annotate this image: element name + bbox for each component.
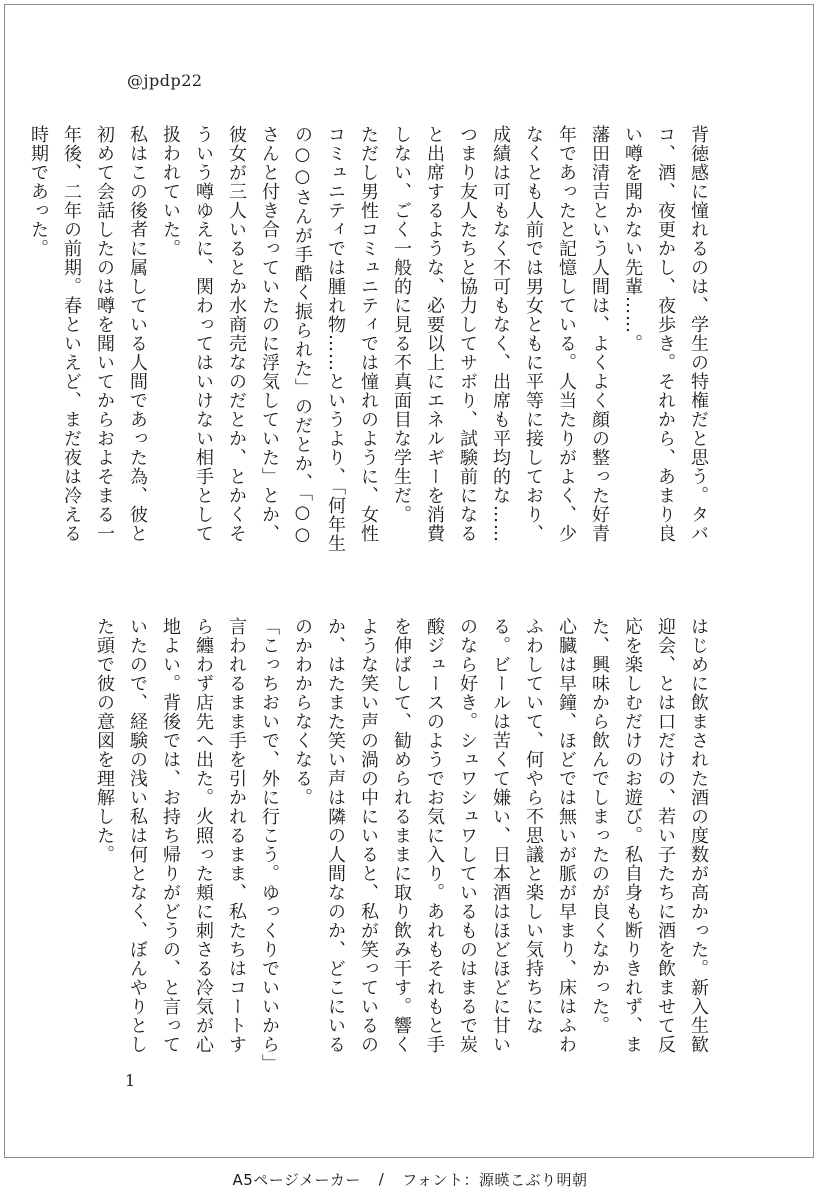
font-credit: フォント：源暎こぶり明朝 xyxy=(402,1170,588,1189)
footer-credits xyxy=(0,1158,820,1200)
footer-separator: / xyxy=(378,1170,385,1188)
paragraph: 藩田清吉という人間は、よくよく顔の整った好青年であったと記憶している。人当たりがよく、少なくとも人前では男女ともに平等に接しており、成績は可もなく不可もなく、出席も平均的な……つまり友人たちと協力してサボり、試験前になると出席するような、必要以上にエネルギーを消費しない、ごく一般的に見る不真面目な学生だ。 xyxy=(391,125,610,543)
paragraph: ただし男性コミュニティでは憧れのように、女性コミュニティでは腫れ物……というより、「何年生の○○さんが手酷く振られた」のだとか、「○○さんと付き合っていたのに浮気していた」とか、彼女が三人いるとか水商売なのだとか、とかくそういう噂ゆえに、関わってはいけない相手として扱われていた。 xyxy=(160,125,379,553)
paragraph: 「こっちおいで、外に行こう。ゆっくりでいいから」 xyxy=(259,617,280,1073)
page-number: 1 xyxy=(125,1071,136,1090)
maker-credit: A5ページメーカー xyxy=(232,1170,361,1189)
paragraph: 心臓は早鐘、ほどでは無いが脈が早まり、床はふわふわしていて、何やら不思議と楽しい気持ちになる。ビールは苦くて嫌い、日本酒はほどほどに甘いのなら好き。シュワシュワしているものはまるで炭酸ジュースのようでお気に入り。あれもそれもと手を伸ばして、勧められるままに取り飲み干す。響くような笑い声の渦の中にいると、私が笑っているのか、はたまた笑い声は隣の人間なのか、どこにいるのかわからなくなる。 xyxy=(292,617,577,1054)
paragraph: はじめに飲まされた酒の度数が高かった。新入生歓迎会、とは口だけの、若い子たちに酒を飲ませて反応を楽しむだけのお遊び。私自身も断りきれず、また、興味から飲んでしまったのが良くなかった。 xyxy=(589,617,709,1054)
page-frame xyxy=(4,4,814,1158)
lower-text-block xyxy=(94,617,715,1073)
author-handle: @jpdp22 xyxy=(127,71,203,90)
paragraph: 言われるまま手を引かれるまま、私たちはコートすら纏わず店先へ出た。火照った頬に刺さる冷気が心地よい。背後では、お持ち帰りがどうの、と言っていたので、経験の浅い私は何となく、ぼんやりとした頭で彼の意図を理解した。 xyxy=(94,617,247,1054)
upper-text-block xyxy=(28,125,715,555)
paragraph: 背徳感に憧れるのは、学生の特権だと思う。タバコ、酒、夜更かし、夜歩き。それから、あまり良い噂を聞かない先輩……。 xyxy=(622,125,709,543)
paragraph: 私はこの後者に属している人間であった為、彼と初めて会話したのは噂を聞いてからおよそまる一年後、二年の前期。春といえど、まだ夜は冷える時期であった。 xyxy=(28,125,148,543)
